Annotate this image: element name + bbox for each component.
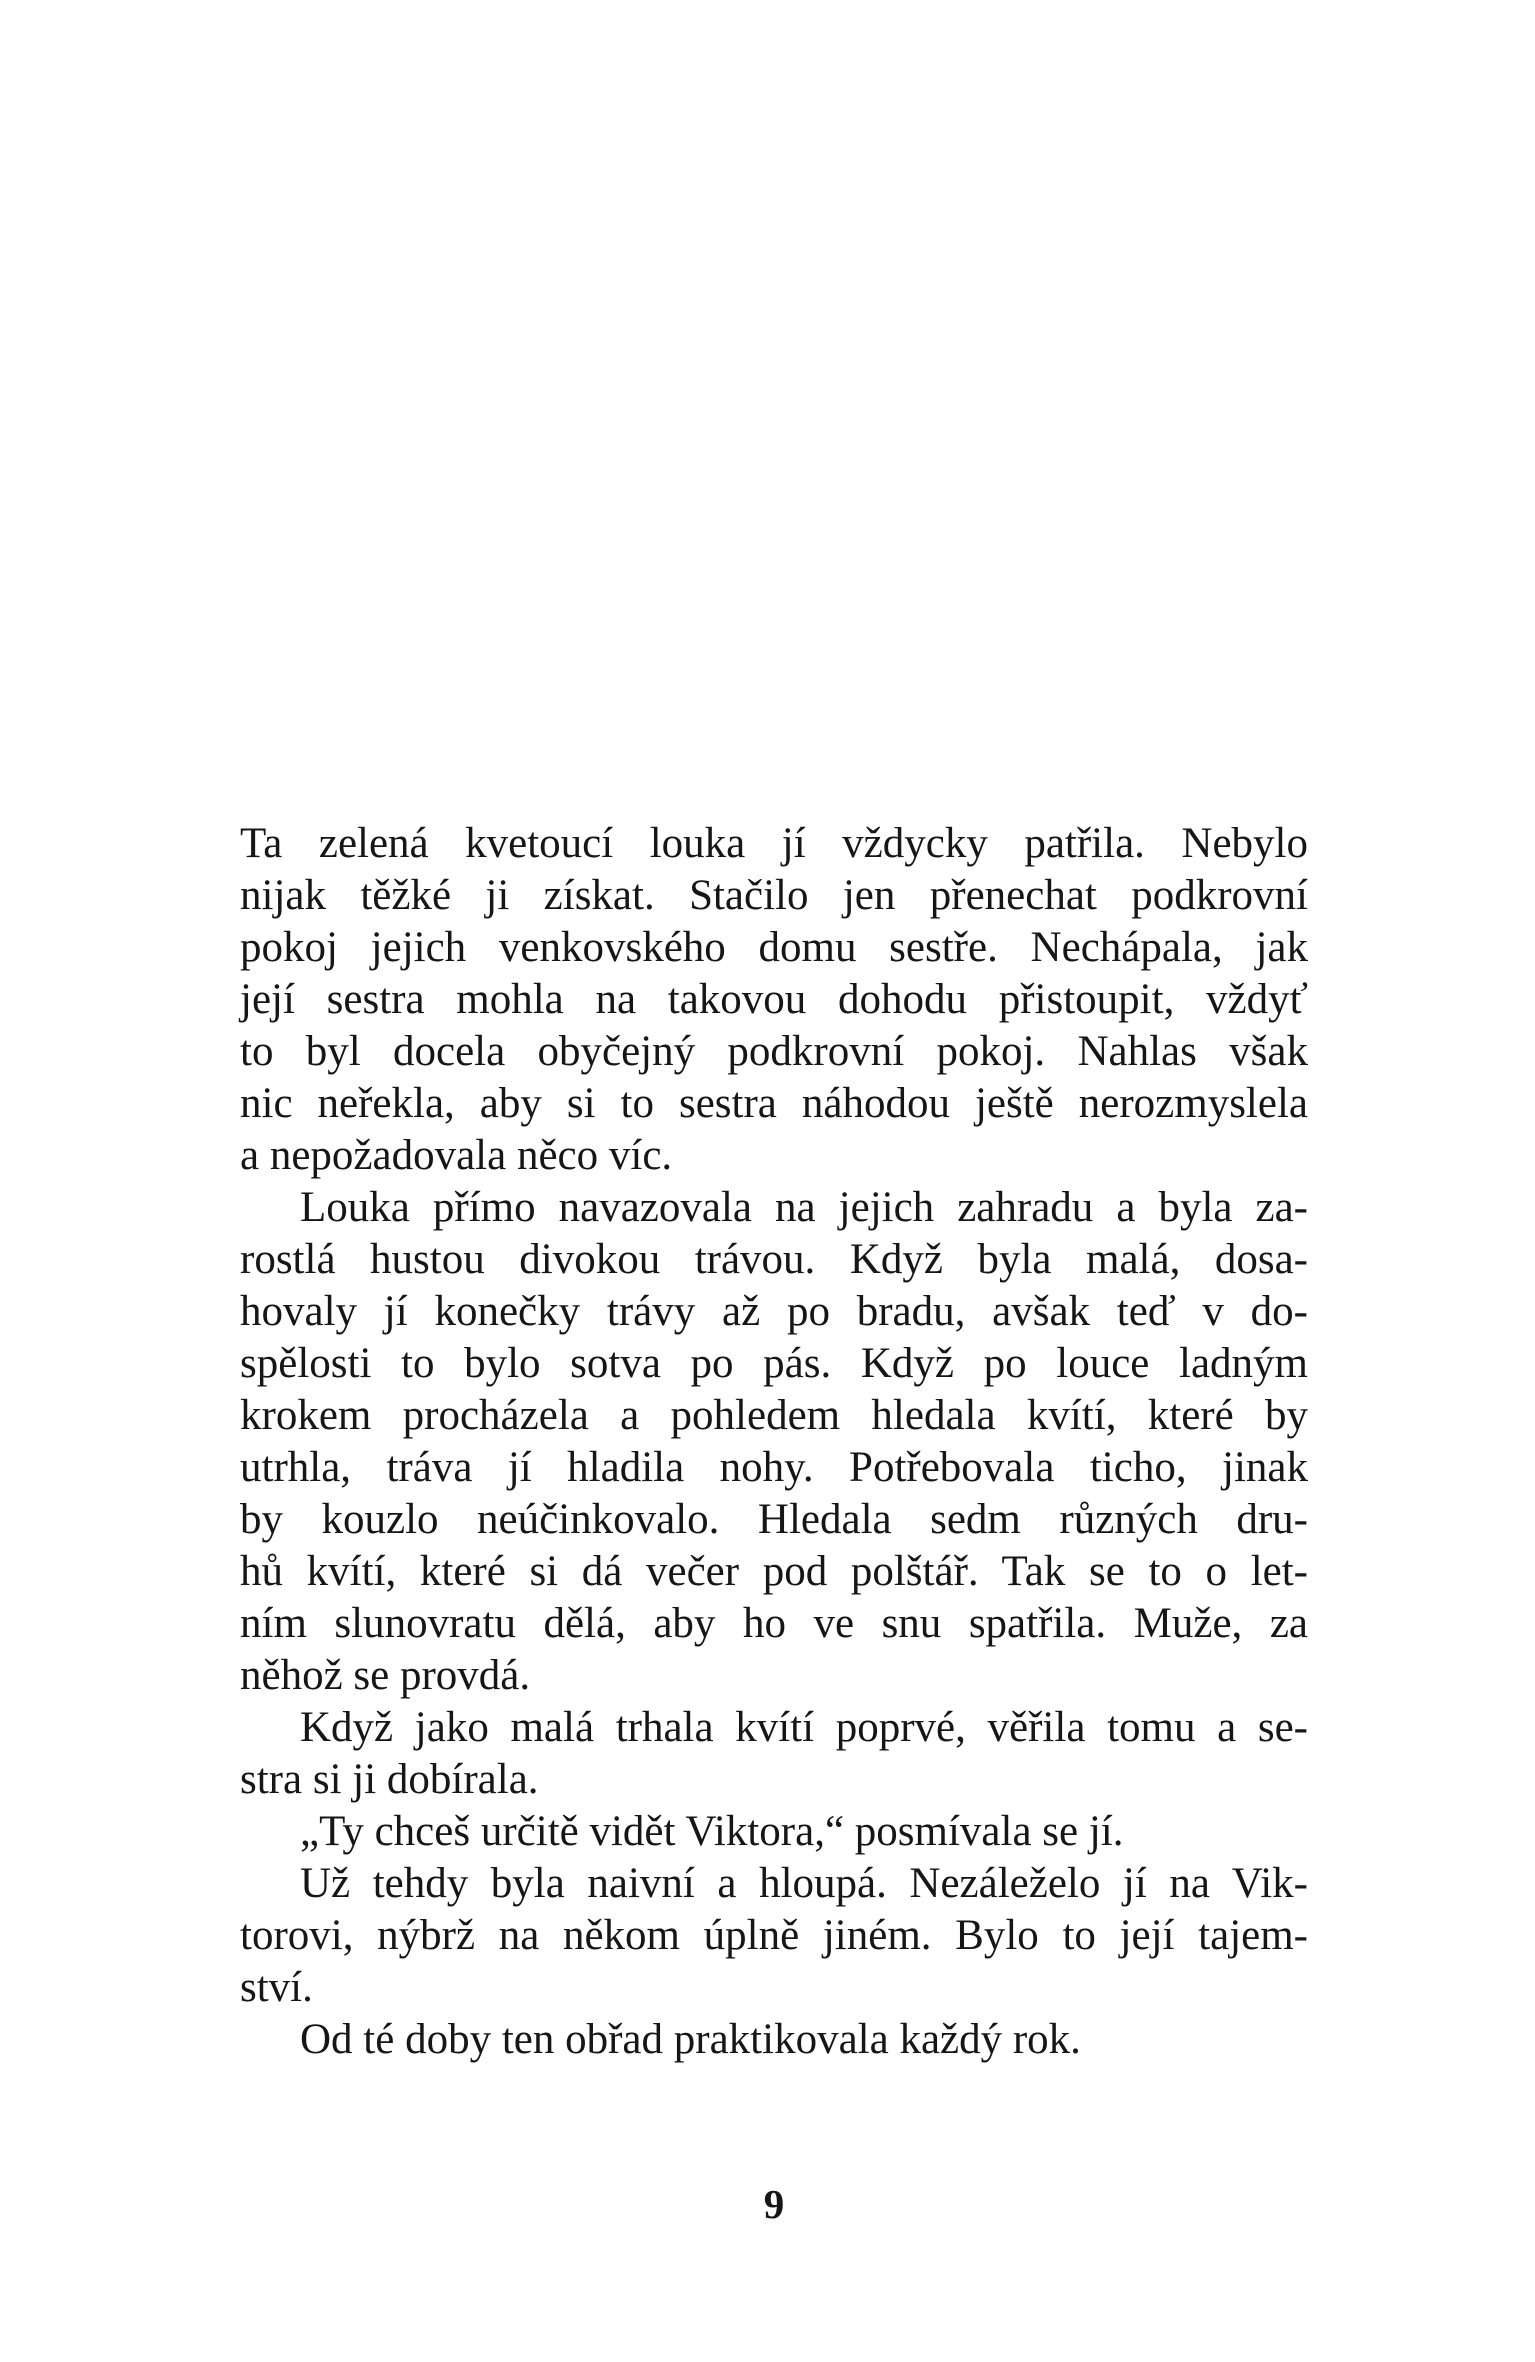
text-line: to byl docela obyčejný podkrovní pokoj. Nahlas však <box>240 1028 1308 1075</box>
text-line: torovi, nýbrž na někom úplně jiném. Bylo to její tajem- <box>240 1912 1308 1959</box>
paragraph <box>240 1806 1308 1858</box>
text-line: a nepožadovala něco víc. <box>240 1132 673 1179</box>
text-line: Od té doby ten obřad praktikovala každý rok. <box>300 2016 1081 2063</box>
text-line: ství. <box>240 1964 313 2011</box>
text-line: něhož se provdá. <box>240 1652 531 1699</box>
text-line: Už tehdy byla naivní a hloupá. Nezáleželo jí na Vik- <box>300 1860 1308 1907</box>
text-line: spělosti to bylo sotva po pás. Když po louce ladným <box>240 1340 1308 1387</box>
paragraph <box>240 1182 1308 1702</box>
paragraph <box>240 1702 1308 1806</box>
paragraph <box>240 2014 1308 2066</box>
text-line: Když jako malá trhala kvítí poprvé, věřila tomu a se- <box>300 1704 1308 1751</box>
text-line: Ta zelená kvetoucí louka jí vždycky patřila. Nebylo <box>240 820 1308 867</box>
text-block <box>240 818 1308 2066</box>
text-line: stra si ji dobírala. <box>240 1756 539 1803</box>
text-line: hovaly jí konečky trávy až po bradu, avšak teď v do- <box>240 1288 1308 1335</box>
text-line: její sestra mohla na takovou dohodu přistoupit, vždyť <box>240 976 1308 1023</box>
text-line: nijak těžké ji získat. Stačilo jen přenechat podkrovní <box>240 872 1308 919</box>
text-line: hů kvítí, které si dá večer pod polštář. Tak se to o let- <box>240 1548 1308 1595</box>
page-number: 9 <box>763 2181 785 2227</box>
paragraph <box>240 1858 1308 2014</box>
text-line: pokoj jejich venkovského domu sestře. Nechápala, jak <box>240 924 1308 971</box>
text-line: „Ty chceš určitě vidět Viktora,“ posmívala se jí. <box>300 1808 1124 1855</box>
paragraph <box>240 818 1308 1182</box>
text-line: by kouzlo neúčinkovalo. Hledala sedm různých dru- <box>240 1496 1308 1543</box>
text-line: ním slunovratu dělá, aby ho ve snu spatřila. Muže, za <box>240 1600 1308 1647</box>
text-line: rostlá hustou divokou trávou. Když byla malá, dosa- <box>240 1236 1308 1283</box>
text-line: Louka přímo navazovala na jejich zahradu a byla za- <box>300 1184 1308 1231</box>
text-line: nic neřekla, aby si to sestra náhodou ještě nerozmyslela <box>240 1080 1308 1127</box>
text-line: utrhla, tráva jí hladila nohy. Potřebovala ticho, jinak <box>240 1444 1308 1491</box>
text-line: krokem procházela a pohledem hledala kvítí, které by <box>240 1392 1308 1439</box>
